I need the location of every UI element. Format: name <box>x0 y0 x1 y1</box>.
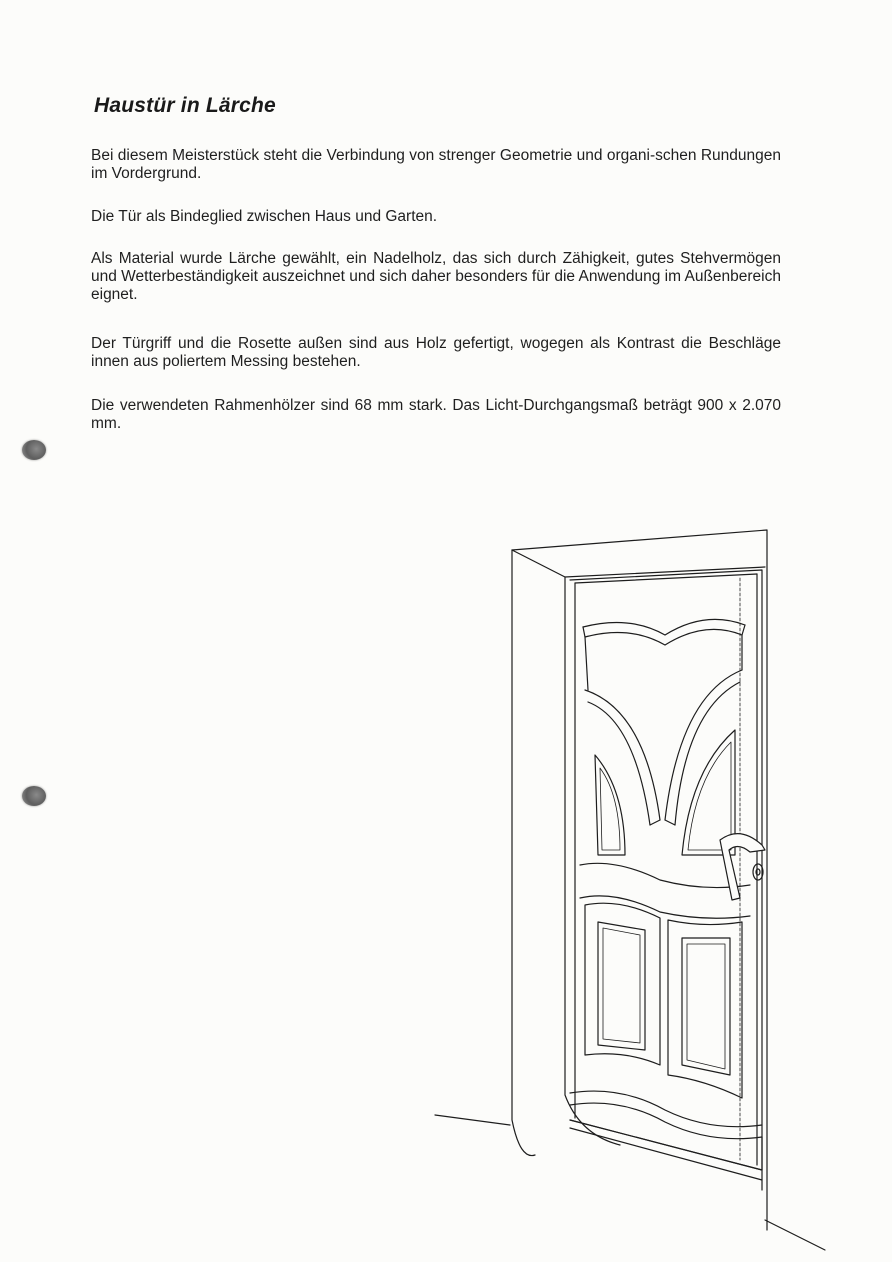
paragraph-material: Als Material wurde Lärche gewählt, ein Nadelholz, das sich durch Zähigkeit, gutes Stehvermögen und Wetterbeständigkeit auszeichnet und sich daher besonders für die Anwendung im Außenbereich eignet. <box>91 250 781 303</box>
door-sketch-icon <box>420 520 840 1260</box>
paragraph-link: Die Tür als Bindeglied zwischen Haus und Garten. <box>91 208 438 225</box>
page-title: Haustür in Lärche <box>94 94 276 117</box>
punch-hole-top <box>22 440 46 460</box>
punch-hole-bottom <box>22 786 46 806</box>
paragraph-hardware: Der Türgriff und die Rosette außen sind aus Holz gefertigt, wogegen als Kontrast die Beschläge innen aus poliertem Messing bestehen. <box>91 335 781 370</box>
paragraph-dimensions: Die verwendeten Rahmenhölzer sind 68 mm stark. Das Licht-Durchgangsmaß beträgt 900 x 2.070 mm. <box>91 397 781 432</box>
paragraph-intro: Bei diesem Meisterstück steht die Verbindung von strenger Geometrie und organi-schen Rundungen im Vordergrund. <box>91 147 781 182</box>
